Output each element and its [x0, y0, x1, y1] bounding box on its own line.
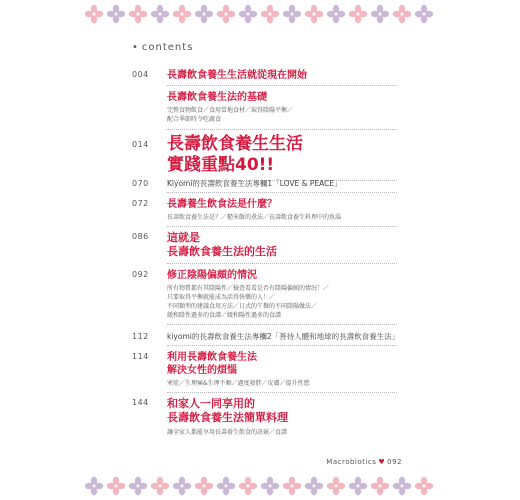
entry-subtopics: 緩和陰性過多的食譜／緩和陽性過多的食譜 — [167, 312, 282, 319]
page-number: 114 — [132, 352, 149, 361]
entry-subtopics: 配合季節時令吃蔬食 — [167, 116, 222, 123]
entry-subtopics: 讓全家人都能享用長壽養生飲食的訣竅／食譜 — [167, 429, 288, 436]
running-footer — [326, 458, 402, 466]
flower-icon — [239, 477, 257, 495]
entry-title: 長壽養生飲食法是什麼？ — [167, 199, 277, 210]
flower-icon — [239, 5, 257, 23]
divider — [167, 85, 397, 86]
flower-icon — [173, 5, 191, 23]
entry-subtopics: 寒症／生理痛&生理不順／過度發胖／皮膚／提升性慾 — [167, 380, 310, 387]
column-title: Kiyomi的長壽飲食養生法專欄1「LOVE & PEACE」 — [167, 179, 342, 188]
divider — [167, 129, 397, 130]
footer-label: Macrobiotics — [326, 458, 377, 466]
book-page — [84, 0, 436, 500]
entry-title: 長壽飲食養生生活就從現在開始 — [167, 70, 307, 81]
page-number: 086 — [132, 232, 149, 241]
flower-icon — [173, 477, 191, 495]
flower-border-bottom — [84, 474, 436, 498]
entry-title: 修正陰陽偏頗的情況 — [167, 270, 257, 281]
page-number: 112 — [132, 332, 149, 341]
flower-icon — [283, 5, 301, 23]
entry-title: 和家人一同享用的 — [167, 397, 255, 410]
page-number: 072 — [132, 199, 149, 208]
divider — [167, 192, 397, 193]
entry-subtopics: 所有物質都有其陰陽性／檢查看看是否有陰陽偏頗的情況！／ — [167, 285, 330, 292]
flower-icon — [85, 477, 103, 495]
entry-title: 長壽飲食養生生活 — [167, 134, 303, 154]
flower-icon — [261, 5, 279, 23]
entry-subtopics: 只要取得平衡就能成為活得快樂的人！／ — [167, 294, 276, 301]
flower-icon — [371, 5, 389, 23]
entry-title: 這就是 — [167, 231, 200, 244]
entry-title: 長壽飲食養生法簡單料理 — [167, 411, 288, 424]
flower-icon — [151, 5, 169, 23]
flower-icon — [415, 477, 433, 495]
flower-icon — [129, 477, 147, 495]
bullet-icon: • — [132, 42, 139, 53]
divider — [167, 392, 397, 393]
flower-icon — [393, 477, 411, 495]
heart-icon: ♥ — [378, 458, 386, 466]
flower-icon — [195, 5, 213, 23]
page-number: 144 — [132, 398, 149, 407]
divider — [167, 263, 397, 264]
divider — [167, 345, 397, 346]
entry-subtopics: 長壽飲食養生法是？／糙米飯的煮法／長壽飲食養生料理中的魚湯 — [167, 214, 342, 221]
flower-icon — [393, 5, 411, 23]
folio-number: 092 — [387, 458, 402, 466]
flower-icon — [85, 5, 103, 23]
divider — [167, 324, 397, 325]
divider — [167, 226, 397, 227]
entry-title: 長壽飲食養生法的生活 — [167, 245, 277, 258]
flower-icon — [305, 5, 323, 23]
entry-title: 實踐重點40!! — [167, 155, 275, 175]
entry-subtopics: 完整食物飲食／食用當地食材／取得陰陽平衡／ — [167, 107, 294, 114]
contents-heading: • contents — [132, 42, 194, 53]
entry-title: 長壽飲食養生法的基礎 — [167, 92, 267, 103]
entry-title: 解決女性的煩惱 — [167, 365, 237, 376]
column-title: kiyomi的長壽飲食養生法專欄2「善待人體和地球的長壽飲食養生法」 — [167, 332, 400, 341]
page-number: 014 — [132, 140, 149, 149]
flower-icon — [107, 477, 125, 495]
flower-icon — [305, 477, 323, 495]
flower-icon — [217, 477, 235, 495]
flower-icon — [129, 5, 147, 23]
flower-icon — [371, 477, 389, 495]
flower-icon — [349, 477, 367, 495]
flower-icon — [415, 5, 433, 23]
flower-icon — [349, 5, 367, 23]
flower-icon — [283, 477, 301, 495]
entry-title: 利用長壽飲食養生法 — [167, 352, 257, 363]
flower-border-top — [84, 2, 436, 26]
flower-icon — [261, 477, 279, 495]
flower-icon — [151, 477, 169, 495]
page-number: 004 — [132, 70, 149, 79]
flower-icon — [327, 5, 345, 23]
flower-icon — [327, 477, 345, 495]
page-number: 070 — [132, 179, 149, 188]
flower-icon — [107, 5, 125, 23]
flower-icon — [195, 477, 213, 495]
entry-subtopics: 不同類型的建議食用方法／日式的午餐的不同陰陽做法／ — [167, 303, 318, 310]
flower-icon — [217, 5, 235, 23]
page-number: 092 — [132, 270, 149, 279]
